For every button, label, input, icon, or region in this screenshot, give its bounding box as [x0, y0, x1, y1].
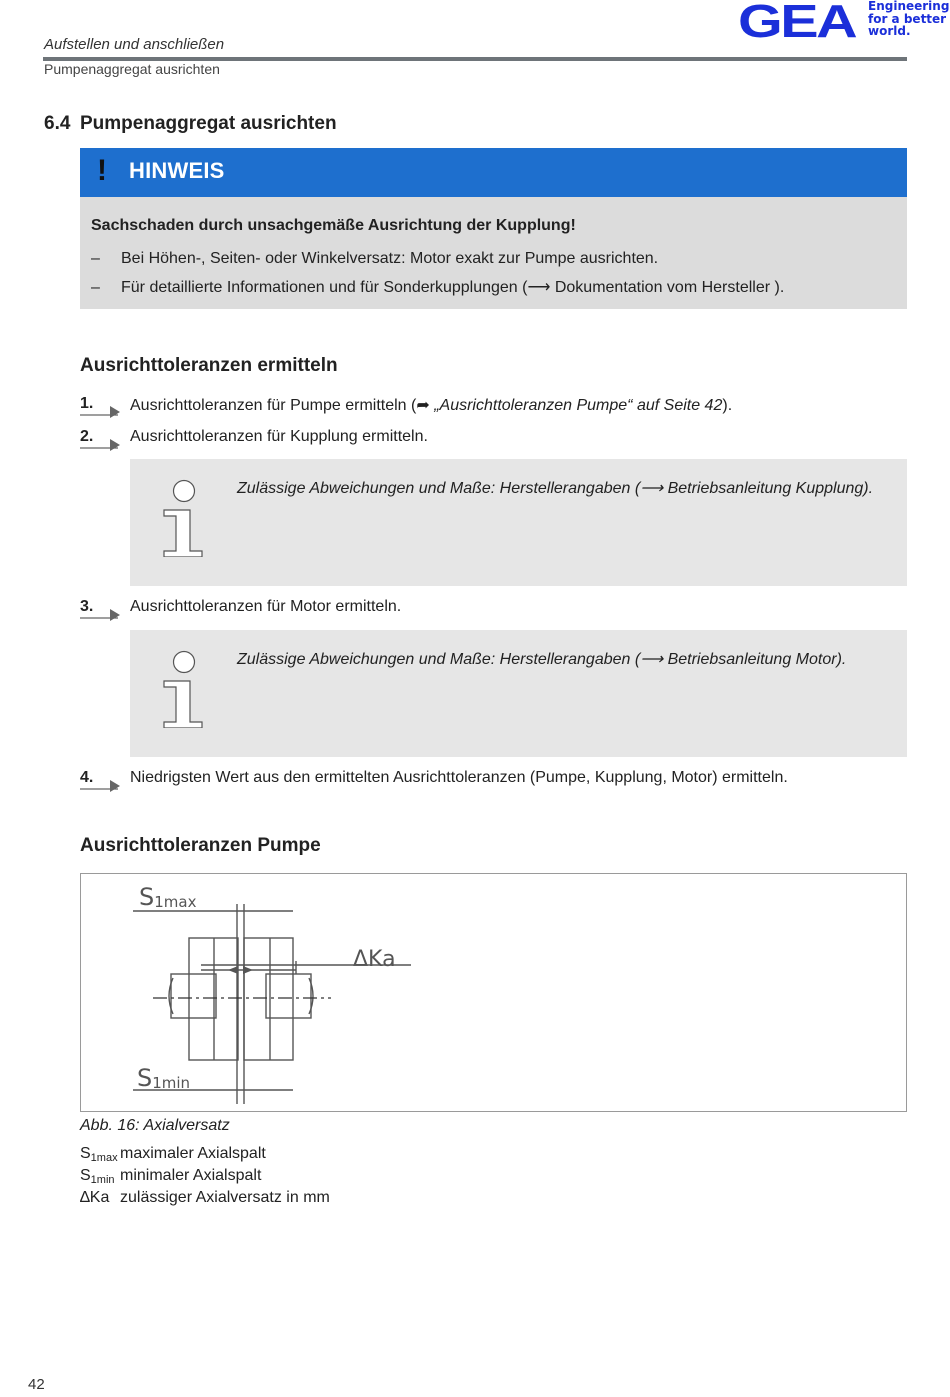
- logo-tagline-line: for a better: [868, 11, 947, 26]
- gap-arrow: [228, 966, 238, 974]
- info-box: [130, 630, 907, 757]
- legend-symbol: ∆Ka: [80, 1189, 110, 1206]
- info-icon: [160, 650, 204, 728]
- step-text: Ausrichttoleranzen für Kupplung ermitteln.: [130, 428, 428, 445]
- list-dash: –: [91, 250, 100, 267]
- figure-caption: Abb. 16: Axialversatz: [80, 1117, 230, 1134]
- legend-text: zulässiger Axialversatz in mm: [120, 1189, 330, 1206]
- motor-shaft: [266, 974, 311, 1018]
- step-number: 1.: [80, 395, 94, 412]
- link-arrow-icon[interactable]: ➦: [416, 397, 430, 414]
- axial-offset-diagram: [81, 874, 908, 1113]
- step-text-before: Ausrichttoleranzen für Pumpe ermitteln (: [130, 397, 417, 414]
- notice-item-text: Bei Höhen-, Seiten- oder Winkelversatz: Motor exakt zur Pumpe ausrichten.: [121, 250, 659, 267]
- legend-text: maximaler Axialspalt: [120, 1145, 266, 1162]
- info-text: Zulässige Abweichungen und Maße: Herstellerangaben (⟶ Betriebsanleitung Motor).: [237, 651, 847, 668]
- step-arrow-icon: [80, 437, 120, 451]
- notice-item-text: Für detaillierte Informationen und für Sonderkupplungen (⟶ Dokumentation vom Hersteller ).: [121, 279, 785, 296]
- step-text: Niedrigsten Wert aus den ermittelten Ausrichttoleranzen (Pumpe, Kupplung, Motor) ermitteln.: [130, 769, 788, 786]
- step-text-after: ).: [722, 397, 733, 414]
- section-title: Pumpenaggregat ausrichten: [80, 113, 337, 134]
- label-delta-ka: ΔKa: [353, 947, 396, 972]
- legend-symbol: $S_{1max}$: [80, 1145, 118, 1164]
- step-text: [130, 395, 732, 415]
- legend-row: [80, 1167, 261, 1186]
- notice-header: [80, 148, 907, 197]
- step-arrow-icon: [80, 778, 120, 792]
- page-number: 42: [28, 1376, 45, 1393]
- logo-tagline-line: world.: [868, 24, 911, 38]
- subheading-tolerances: Ausrichttoleranzen ermitteln: [80, 355, 338, 376]
- step-number: 2.: [80, 428, 94, 445]
- gap-arrow: [243, 966, 253, 974]
- header-chapter: Aufstellen und anschließen: [44, 36, 225, 53]
- step-text: Ausrichttoleranzen für Motor ermitteln.: [130, 598, 402, 615]
- coupling-diagram: [80, 873, 907, 1112]
- notice-body: [80, 197, 907, 309]
- label-s1max: S1max: [139, 883, 197, 911]
- gea-logo: [738, 0, 950, 47]
- exclamation-icon: !: [97, 154, 107, 187]
- step-number: 4.: [80, 769, 94, 786]
- info-box: [130, 459, 907, 586]
- legend-row: [80, 1145, 266, 1164]
- logo-tagline: [868, 0, 949, 38]
- label-s1min: S1min: [137, 1064, 191, 1092]
- info-icon: [160, 479, 204, 557]
- pump-shaft: [171, 974, 216, 1018]
- coupling-half-right: [244, 938, 293, 1060]
- notice-item: [91, 277, 784, 297]
- legend-row: [80, 1189, 330, 1207]
- step-arrow-icon: [80, 404, 120, 418]
- notice-label: HINWEIS: [129, 158, 225, 183]
- notice-lead: Sachschaden durch unsachgemäße Ausrichtung der Kupplung!: [91, 217, 576, 234]
- header-section: Pumpenaggregat ausrichten: [44, 61, 220, 77]
- cross-reference-link[interactable]: „Ausrichttoleranzen Pumpe“ auf Seite 42: [429, 397, 723, 414]
- legend-text: minimaler Axialspalt: [120, 1167, 262, 1184]
- logo-wordmark: GEA: [738, 0, 856, 47]
- list-dash: –: [91, 279, 100, 296]
- notice-item: [91, 250, 658, 268]
- step-number: 3.: [80, 598, 94, 615]
- subheading-pump: Ausrichttoleranzen Pumpe: [80, 835, 321, 856]
- section-number: 6.4: [44, 113, 71, 134]
- step-arrow-icon: [80, 607, 120, 621]
- info-text: Zulässige Abweichungen und Maße: Herstellerangaben (⟶ Betriebsanleitung Kupplung).: [237, 480, 874, 497]
- legend-symbol: $S_{1min}$: [80, 1167, 115, 1186]
- logo-tagline-line: Engineering: [868, 0, 950, 13]
